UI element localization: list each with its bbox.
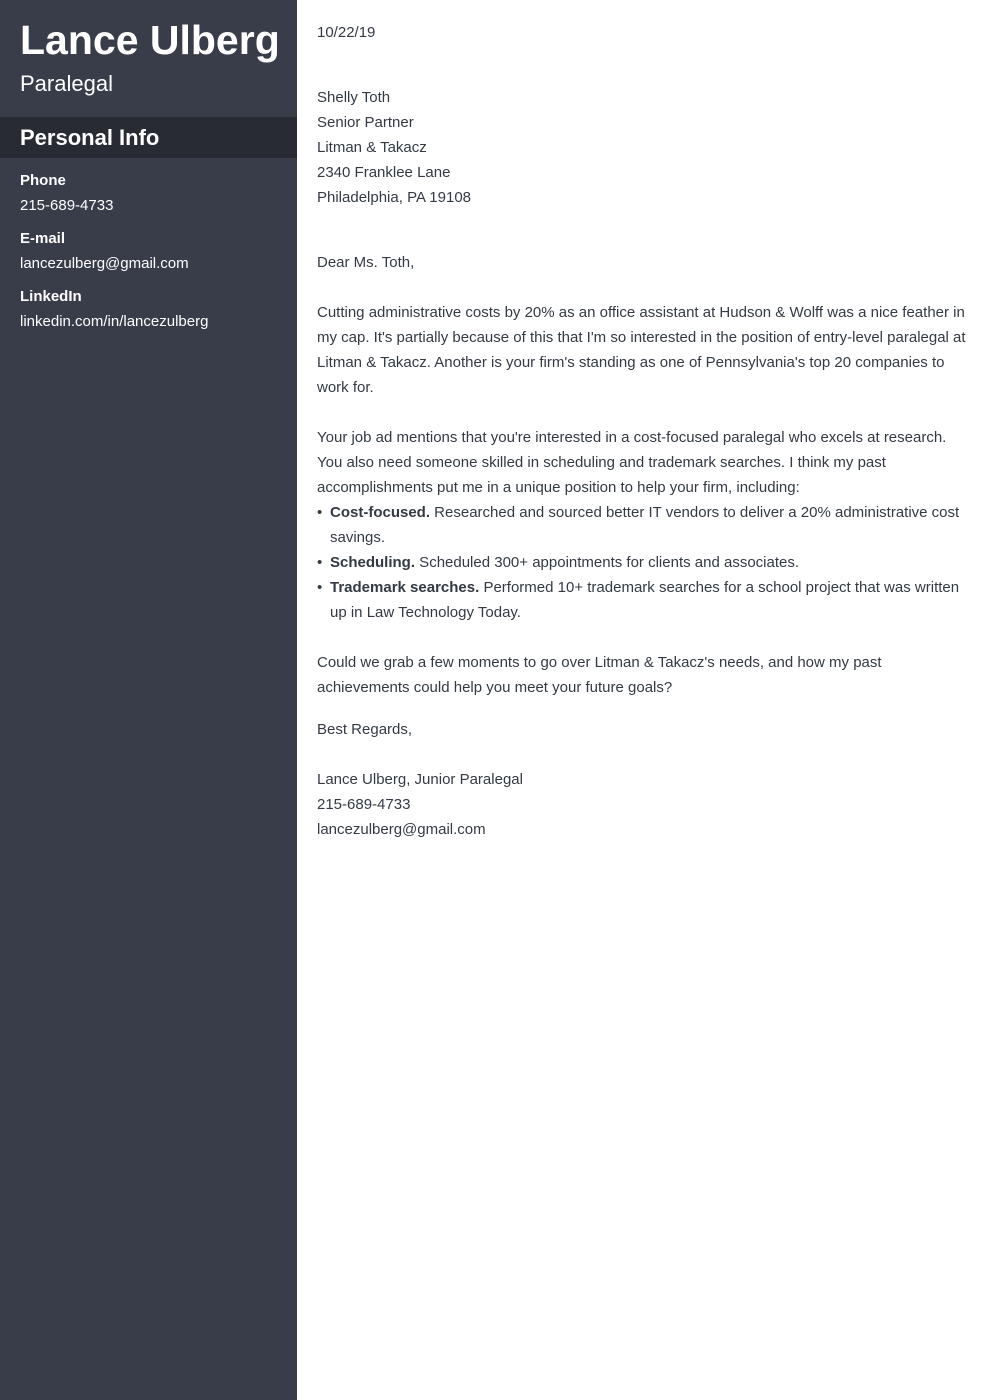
recipient-block: [317, 85, 969, 210]
email-value: lancezulberg@gmail.com: [20, 255, 189, 272]
recipient-title: Senior Partner: [317, 114, 414, 131]
linkedin-value: linkedin.com/in/lancezulberg: [20, 313, 209, 330]
sidebar: [0, 0, 297, 1400]
bullet-title: Scheduling.: [330, 554, 416, 571]
recipient-name: Shelly Toth: [317, 89, 391, 106]
paragraph-intro: Cutting administrative costs by 20% as an office assistant at Hudson & Wolff was a nice feather in my cap. It's partially because of this that I'm so interested in the position of entry-level paralegal at Litman & Takacz. Another is your firm's standing as one of Pennsylvania's top 20 companies to work for.: [317, 304, 966, 396]
list-item: [317, 575, 969, 625]
signature-name: Lance Ulberg, Junior Paralegal: [317, 771, 523, 788]
phone-value: 215-689-4733: [20, 197, 114, 214]
signature-email: lancezulberg@gmail.com: [317, 821, 486, 838]
signature-phone: 215-689-4733: [317, 796, 411, 813]
paragraph-request: Could we grab a few moments to go over Litman & Takacz's needs, and how my past achievements could help you meet your future goals?: [317, 654, 882, 696]
letter-date: 10/22/19: [317, 24, 376, 41]
bullet-marker: •: [317, 554, 323, 571]
list-item: [317, 550, 969, 575]
recipient-city: Philadelphia, PA 19108: [317, 189, 472, 206]
paragraph-skills: [317, 425, 969, 625]
recipient-company: Litman & Takacz: [317, 139, 427, 156]
accomplishment-list: [317, 500, 969, 625]
applicant-name: Lance Ulberg: [20, 17, 280, 63]
bullet-title: Cost-focused.: [330, 504, 431, 521]
bullet-marker: •: [317, 579, 323, 596]
list-item: [317, 500, 969, 550]
bullet-text: Performed 10+ trademark searches for a school project that was written up in Law Technology Today.: [330, 579, 960, 621]
linkedin-label: LinkedIn: [20, 288, 82, 305]
bullet-title: Trademark searches.: [330, 579, 480, 596]
recipient-street: 2340 Franklee Lane: [317, 164, 451, 181]
letter-body: [317, 20, 969, 842]
bullet-marker: •: [317, 504, 323, 521]
closing: Best Regards,: [317, 721, 413, 738]
bullet-text: Scheduled 300+ appointments for clients and associates.: [415, 554, 800, 571]
bullet-text: Researched and sourced better IT vendors to deliver a 20% administrative cost savings.: [330, 504, 960, 546]
phone-label: Phone: [20, 172, 66, 189]
personal-info-heading: Personal Info: [0, 117, 297, 158]
email-label: E-mail: [20, 230, 66, 247]
signature-block: [317, 767, 969, 842]
greeting: Dear Ms. Toth,: [317, 254, 415, 271]
applicant-title: Paralegal: [20, 71, 113, 96]
paragraph-skills-text: Your job ad mentions that you're interested in a cost-focused paralegal who excels at research. You also need someone skilled in scheduling and trademark searches. I think my past accomplishments put me in a unique position to help your firm, including:: [317, 429, 947, 496]
